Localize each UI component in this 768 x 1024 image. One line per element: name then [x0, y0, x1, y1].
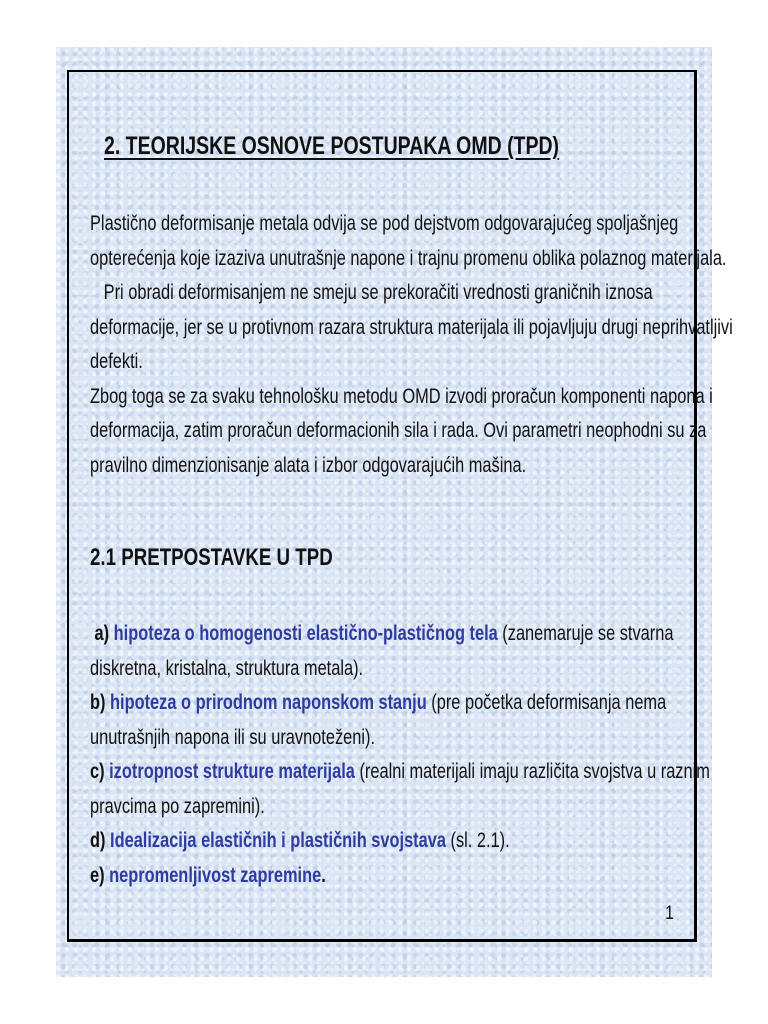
list-item-a [90, 617, 710, 652]
item-text: (pre početka deformisanja nema [431, 691, 667, 714]
paragraph-line: pravilno dimenzionisanje alata i izbor odgovarajućih mašina. [90, 453, 527, 477]
item-term: hipoteza o homogenosti elastično-plastičnog tela [113, 622, 498, 645]
item-label: a) [90, 622, 110, 645]
intro-paragraph [90, 207, 733, 483]
item-label: c) [90, 760, 105, 783]
item-label: d) [90, 829, 106, 852]
item-term: izotropnost strukture materijala [109, 760, 355, 783]
paragraph-line: opterećenja koje izaziva unutrašnje napone i trajnu promenu oblika polaznog materijala. [90, 246, 727, 270]
paragraph-line: Zbog toga se za svaku tehnološku metodu OMD izvodi proračun komponenti napona i [90, 384, 713, 408]
item-term: nepromenljivost zapremine [109, 863, 322, 887]
list-item-c [90, 755, 710, 790]
assumptions-list [90, 617, 710, 893]
item-text: (realni materijali imaju različita svojstva u raznim [359, 760, 710, 783]
paragraph-line: Pri obradi deformisanjem ne smeju se prekoračiti vrednosti graničnih iznosa [90, 281, 653, 304]
paragraph-line: deformacija, zatim proračun deformacionih sila i rada. Ovi parametri neophodni su za [90, 419, 707, 442]
paragraph-line: Plastično deformisanje metala odvija se pod dejstvom odgovarajućeg spoljašnjeg [90, 212, 679, 235]
page-title: 2. TEORIJSKE OSNOVE POSTUPAKA OMD (TPD) [104, 132, 560, 160]
list-item-e [90, 859, 710, 894]
section-subtitle: 2.1 PRETPOSTAVKE U TPD [90, 544, 333, 571]
list-item-b [90, 686, 710, 721]
paragraph-line: deformacije, jer se u protivnom razara struktura materijala ili pojavljuju drugi neprihvatljivi [90, 315, 733, 339]
item-label: b) [90, 691, 106, 714]
item-text: (sl. 2.1). [450, 829, 510, 852]
list-item-b-continuation: unutrašnjih napona ili su uravnoteženi). [90, 725, 376, 749]
paragraph-line: defekti. [90, 350, 143, 373]
list-item-a-continuation: diskretna, kristalna, struktura metala). [90, 656, 364, 680]
item-term: hipoteza o prirodnom naponskom stanju [110, 691, 427, 714]
item-term: Idealizacija elastičnih i plastičnih svojstava [110, 829, 446, 852]
item-text: (zanemaruje se stvarna [502, 622, 674, 645]
list-item-c-continuation: pravcima po zapremini). [90, 794, 265, 818]
list-item-d [90, 824, 710, 859]
item-label: e) [90, 863, 105, 887]
item-text: . [321, 863, 326, 887]
page-number: 1 [665, 903, 674, 924]
